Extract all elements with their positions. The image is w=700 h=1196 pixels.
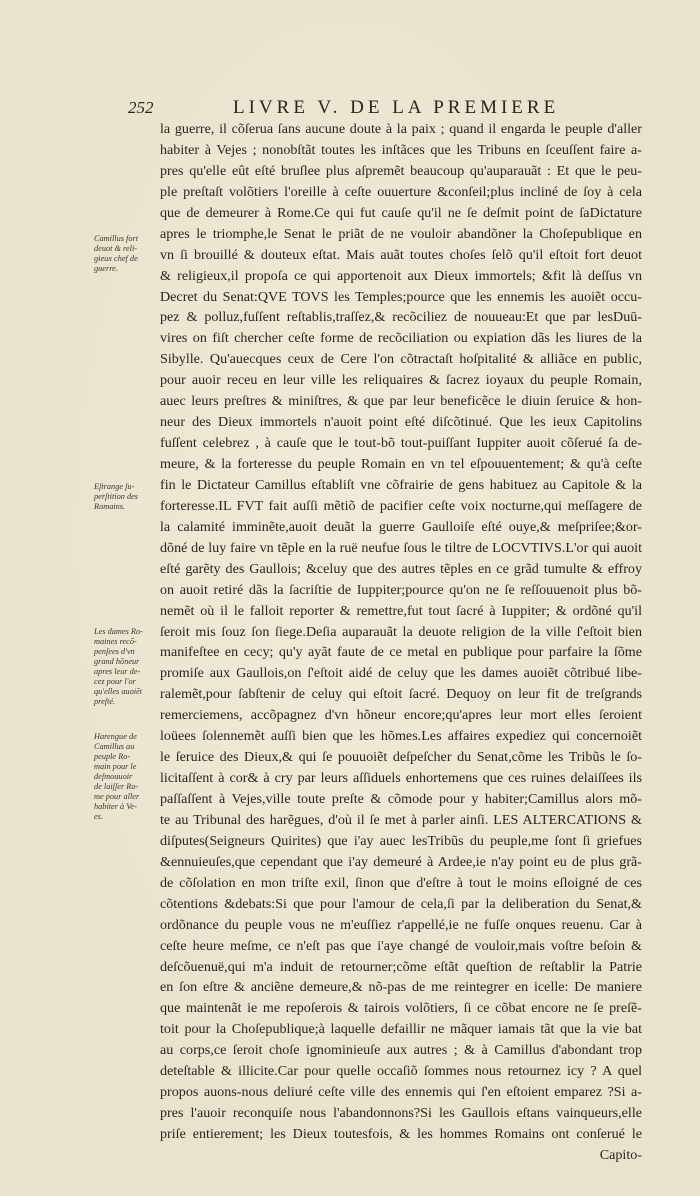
text-line: ſeroit mis ſouz ſon ſiege.Deſia auparauãt la deuote religion de la ville ſ'eſtoit bien (160, 623, 642, 640)
margin-note-line: es. (94, 812, 103, 821)
margin-note-line: Camillus au (94, 742, 135, 751)
margin-note-line: Harengue de (94, 732, 137, 741)
text-line: &ennuieuſes,que cependant que i'ay demeuré à Ardee,ie n'ay point eu de plus grã- (160, 853, 642, 870)
text-line: fin le Dictateur Camillus eſtabliſt vne cõfrairie de gens habituez au Capitole & la (160, 476, 642, 493)
margin-note-line: de laiſſer Ro- (94, 782, 139, 791)
text-line: manifeſtee en cecy; qu'y ayãt faute de ce metal en publique pour parfaire la ſõme (160, 644, 642, 661)
margin-note-line: grand hõneur (94, 657, 140, 666)
text-line: loüees ſolennemẽt auſſi bien que les hõmes.Les affaires expediez qui concernoiẽt (160, 728, 642, 745)
margin-note-superstition (94, 482, 156, 512)
text-line: fuſſent celebrez , à cauſe que le tout-bõ tout-puiſſant Iuppiter auoit cõſerué ſa de- (160, 435, 642, 452)
margin-note-dames (94, 627, 156, 707)
page-number: 252 (128, 98, 154, 117)
margin-note-line: peuple Ro- (94, 752, 131, 761)
margin-note-line: guerre. (94, 264, 118, 273)
text-line: neur des Dieux immortels n'auoit point eſté diſcõtinué. Que les ieux Capitolins (160, 414, 642, 431)
text-line: vn ſi brouillé & douteux eſtat. Mais auãt toutes choſes ſelõ qu'il eſtoit fort deuot (160, 246, 642, 263)
text-line: on auoit retiré dãs la ſacriſtie de Iuppiter;pource qu'on ne ſe reſſouuenoit plus bõ- (160, 581, 642, 598)
text-line: que maintenãt ie me repoſerois & tairois volõtiers, ſi ce cõbat encore ne ſe preſẽ- (160, 1000, 642, 1017)
text-line: te au Tribunal des harẽgues, d'où il ſe met à parler ainſi. LES ALTERCATIONS & (160, 811, 642, 828)
text-line: deſcõuenuë,qui m'a induit de retourner;cõme eſtãt queſtion de reſtablir la Patrie (160, 958, 642, 975)
text-line: promiſe aux Gaullois,on ſ'eſtoit aidé de celuy que les dames auoiẽt cõtribué libe- (160, 665, 642, 682)
text-line: que de demeurer à Rome.Ce qui fut cauſe qu'il ne ſe deſmit point de ſaDictature (160, 204, 642, 221)
text-line: diſputes(Seigneurs Quirites) que i'ay auec lesTribũs du peuple,me ſont ſi griefues (160, 832, 642, 849)
text-line: en ſon eſtre & anciẽne demeure,& nõ-pas de me reintegrer en icelle: De maniere (160, 979, 642, 996)
text-line: meure, & la forteresse du peuple Romain en vn tel eſpouuentement; & qu'à ceſte (160, 456, 642, 472)
text-line: pez & polluz,fuſſent reſtablis,traſſez,& recõciliez de nouueau:Et que par lesDuū- (160, 309, 642, 326)
text-line: ralemẽt,pour ſabſtenir de celuy qui eſtoit ſacré. Dequoy on leur fit de treſgrands (160, 686, 642, 703)
text-line: ordõnance du peuple vous ne m'euſſiez r'appellé,ie ne fuſſe onques reuenu. Car à (160, 916, 642, 933)
text-line: Capito- (599, 1146, 642, 1163)
margin-note-line: habiter à Ve- (94, 802, 137, 811)
text-line: eſté garẽty des Gaullois; &celuy que des autres tẽples en ce grãd tumulte & effroy (160, 560, 642, 577)
text-line: ceſte heure meſme, ce n'eſt pas que i'aye changé de vouloir,mais voſtre beſoin & (160, 937, 642, 954)
text-line: ple preſtaſt volõtiers l'oreille à ceſte ouuerture &conſeil;plus incliné de ſoy à cela (160, 183, 642, 200)
text-line: auec leurs preſtres & miniſtres, & que par leur beneficẽce le diuin ſeruice & hon- (160, 393, 642, 410)
text-line: toit pour la Choſepublique;à laquelle defaillir ne mãquer iamais tãt que la vie bat (160, 1021, 642, 1038)
margin-note-line: preſté. (94, 697, 116, 706)
text-line: licitaſſent à cor& à cry par leurs aſſiduels enhortemens que ces ruines delaiſſees ils (160, 770, 642, 787)
margin-note-line: apres leur de- (94, 667, 141, 676)
margin-note-line: me pour aller (94, 792, 140, 801)
text-line: la guerre, il cõſerua ſans aucune doute à la paix ; quand il engarda le peuple d'aller (160, 121, 642, 137)
text-line: deteſtable & illicite.Car pour quelle occaſiõ ſommes nous retournez icy ? A quel (160, 1063, 642, 1080)
text-line: forteresse.IL FVT fait auſſi mẽtiõ de pacifier ceſte voix nocturne,qui meſſagere de (160, 497, 642, 514)
text-line: le ſeruice des Dieux,& qui ſe pouuoiẽt deſpeſcher du Senat,cõme les Tribũs le ſo- (160, 749, 642, 766)
margin-note-line: maines recõ- (94, 637, 137, 646)
margin-note-line: Camillus fort (94, 234, 139, 243)
margin-note-line: Romains. (94, 502, 126, 511)
margin-note-line: deſmouuoir (94, 772, 133, 781)
text-line: Decret du Senat:QVE TOVS les Temples;pource que les ennemis les auoiẽt occu- (160, 288, 642, 305)
margin-note-line: perſtition des (94, 492, 139, 501)
text-line: habiter à Vejes ; nonobſtãt toutes les inſtãces que les Tribuns en ſceuſſent faire a- (160, 141, 642, 158)
text-line: pres qu'elle eût eſté bruſlee plus aſpremẽt beaucoup qu'auparauãt : Et que le peu- (160, 162, 642, 179)
text-line: vires on fiſt chercher ceſte forme de recõciliation ou expiation dãs les liures de la (160, 330, 642, 347)
main-text-block (160, 119, 642, 1166)
text-line: Sibylle. Qu'auecques ceux de Cere l'on cõtractaſt hoſpitalité & alliãce en public, (160, 351, 642, 368)
text-line: pour auoir receu en leur ville les reliquaires & ſacrez ioyaux du peuple Romain, (160, 372, 642, 389)
margin-note-line: penſees d'vn (94, 647, 135, 656)
text-line: la calamité imminẽte,auoit deuãt la guerre Gaulloiſe eſté ouye,& meſpriſee;&or- (160, 518, 642, 535)
text-line: pres l'auoir reconquiſe nous l'abandonnons?Si les Gaullois eſtans vainqueurs,elle (160, 1105, 642, 1122)
text-line: cõtentions &debats:Si que pour l'amour de cela,ſi par la deliberation du Senat,& (160, 895, 642, 912)
text-line: & religieux,il propoſa ce qui apportenoit aux Dieux immortels; &fit là deſſus vn (160, 267, 642, 284)
text-line: apres le triomphe,le Senat le priãt de ne vouloir abandõner la Choſepublique en (160, 225, 642, 242)
margin-note-line: deuot & reli- (94, 244, 138, 253)
text-line: dõné de luy faire vn tẽple en la ruë neufue ſous le tiltre de LOCVTIVS.L'or qui auoit (160, 539, 642, 556)
margin-note-line: cez pour l'or (94, 677, 136, 686)
running-head: LIVRE V. DE LA PREMIERE (233, 97, 560, 118)
margin-note-line: Eſtrange ſu- (94, 482, 135, 491)
text-line: de cõſolation en mon triſte exil, ſinon que d'eſtre à tout le moins eſloigné de ces (160, 874, 642, 891)
text-line: remerciemens, accõpagnez d'vn hõneur encore;qu'apres leur mort elles ſeroient (160, 707, 642, 724)
margin-note-harengue (94, 732, 156, 822)
margin-note-line: Les dames Ro- (94, 627, 143, 636)
text-line: priſe entierement; les Dieux toutesfois, & les hommes Romains ont conſerué le (160, 1126, 642, 1142)
text-line: nemẽt où il le falloit reporter & remettre,fut tout ſacré à Iuppiter; & ordõné qu'il (160, 602, 642, 619)
margin-note-line: main pour le (94, 762, 137, 771)
text-line: au corps,ce ſeroit choſe ignominieuſe aux autres ; & à Camillus d'abondant trop (160, 1042, 642, 1059)
margin-note-line: qu'elles auoiẽt (94, 687, 143, 696)
page-header (128, 98, 598, 120)
margin-note-line: gieux chef de (94, 254, 138, 263)
margin-note-camillus (94, 234, 156, 274)
text-line: paſſaſſent à Vejes,ville toute preſte & cõmode pour y habiter;Camillus alors mõ- (160, 791, 642, 807)
text-line: propos auons-nous deliuré ceſte ville des ennemis qui ſ'en eſtoient emparez ?Si a- (160, 1084, 642, 1101)
